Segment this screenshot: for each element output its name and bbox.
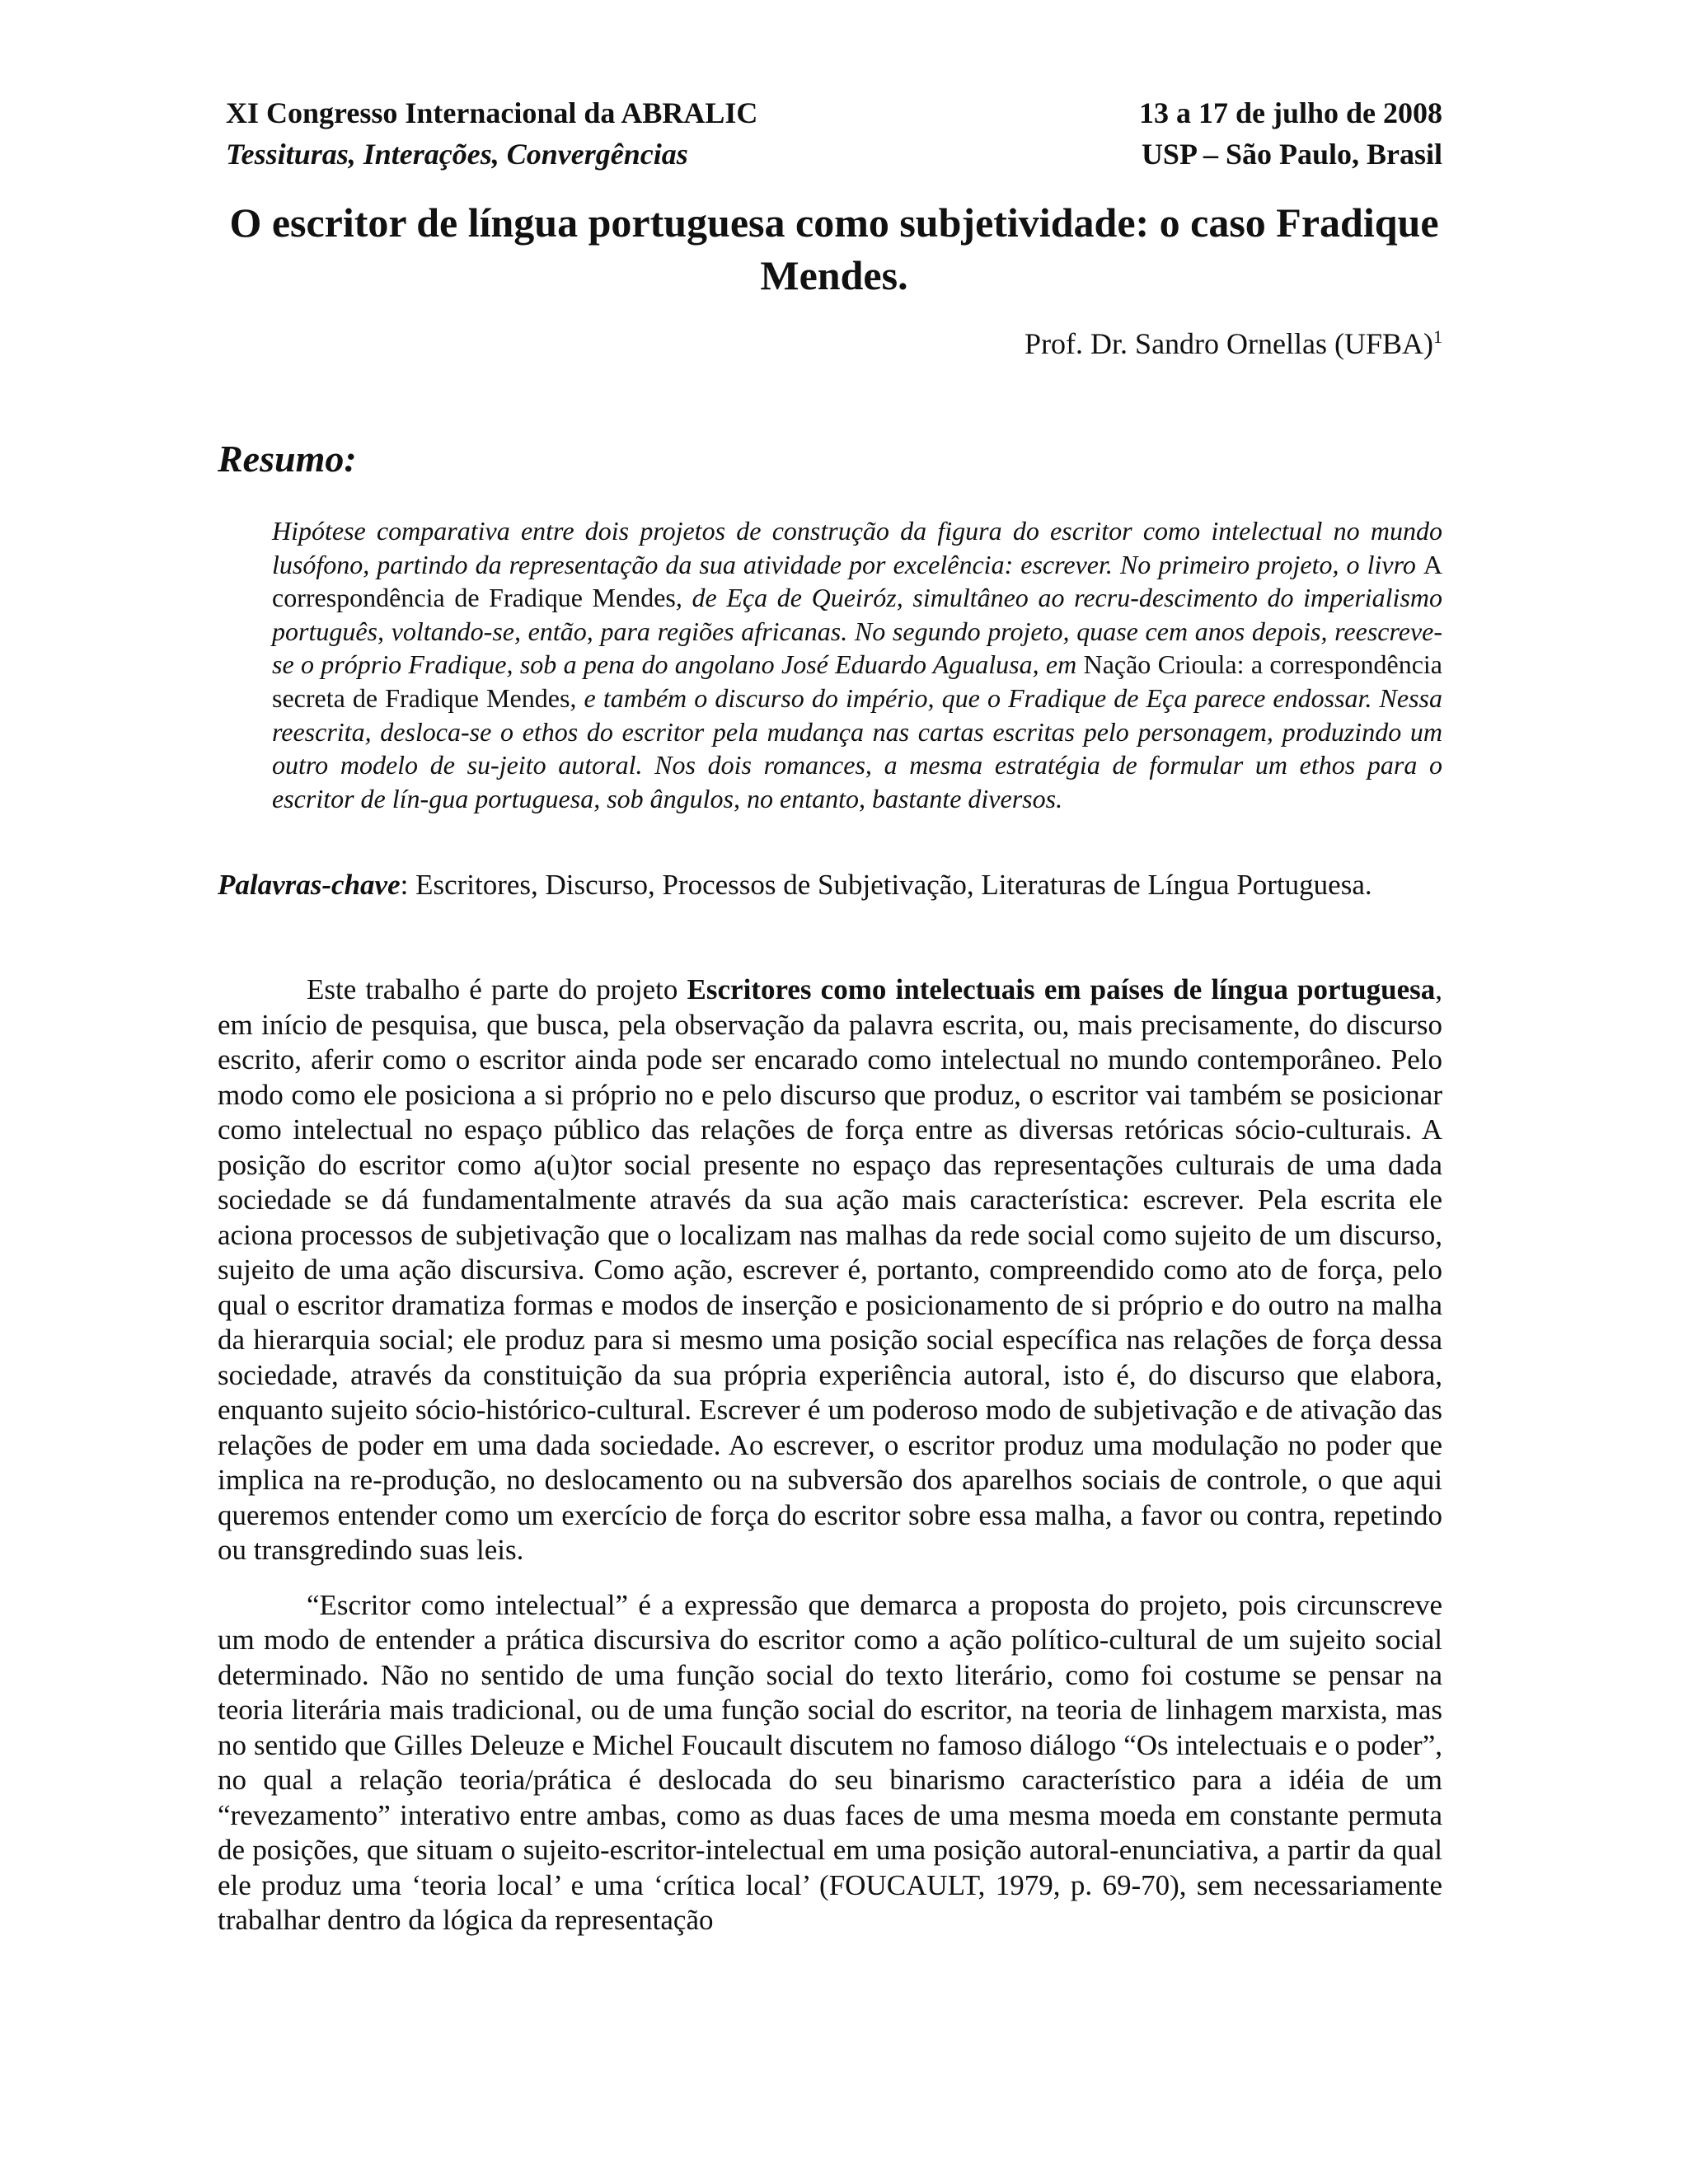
conference-dates: 13 a 17 de julho de 2008: [1138, 96, 1442, 129]
conference-location: USP – São Paulo, Brasil: [1141, 138, 1442, 171]
abstract-heading: Resumo:: [218, 438, 357, 480]
paper-title: O escritor de língua portuguesa como subjetividade: o caso Fradique Mendes.: [229, 199, 1439, 298]
abstract-part-1: Hipótese comparativa entre dois projetos de construção da figura do escritor como intelectual no mundo lusófono, partindo da representação da sua atividade por excelência: escrever. No primeiro projeto, o livro: [272, 516, 1442, 579]
footnote-mark: 1: [1433, 326, 1442, 347]
keywords-line: [218, 867, 1470, 903]
conference-subtitle: Tessituras, Interações, Convergências: [226, 138, 688, 171]
author-name: Prof. Dr. Sandro Ornellas (UFBA): [1025, 327, 1433, 360]
body-p1-intro: Este trabalho é parte do projeto: [307, 973, 687, 1005]
abstract-book-title-1: A correspondência de Fradique Mendes: [272, 549, 1442, 613]
abstract-part-3: , e também o discurso do império, que o Fradique de Eça parece endossar. Nessa reescrita, desloca-se o ethos do escritor pela mudança nas cartas escritas pelo personagem, produzindo um outro modelo de su-jeito autoral. Nos dois romances, a mesma estratégia de formular um ethos para o escritor de lín-gua portuguesa, sob ângulos, no entanto, bastante diversos.: [272, 682, 1443, 813]
author-line: [1025, 326, 1442, 361]
conference-name: XI Congresso Internacional da ABRALIC: [226, 96, 758, 129]
abstract-part-2: , de Eça de Queiróz, simultâneo ao recru-descimento do imperialismo português, voltando-se, então, para regiões africanas. No segundo projeto, quase cem anos depois, reescreve-se o próprio Fradique, sob a pena do angolano José Eduardo Agualusa, em: [272, 583, 1443, 680]
keywords-label: Palavras-chave: [218, 869, 401, 901]
abstract-book-title-2: Nação Crioula: a correspondência secreta de Fradique Mendes: [272, 649, 1443, 713]
body-paragraph-1: [218, 972, 1442, 1568]
header-left: [226, 92, 757, 175]
header-right: [1139, 92, 1442, 175]
body-text: [218, 972, 1442, 1938]
body-p1-rest: , em início de pesquisa, que busca, pela observação da palavra escrita, ou, mais precisamente, do discurso escrito, aferir como o escritor ainda pode ser encarado como intelectual no mundo contemporâneo. Pelo modo como ele posiciona a si próprio no e pelo discurso que produz, o escritor vai também se posicionar como intelectual no espaço público das relações de força entre as diversas retóricas sócio-culturais. A posição do escritor como a(u)tor social presente no espaço das representações culturais de uma dada sociedade se dá fundamentalmente através da sua ação mais característica: escrever. Pela escrita ele aciona processos de subjetivação que o localizam nas malhas da rede social como sujeito de um discurso, sujeito de uma ação discursiva. Como ação, escrever é, portanto, compreendido como ato de força, pelo qual o escritor dramatiza formas e modos de inserção e posicionamento de si próprio e do outro na malha da hierarquia social; ele produz para si mesmo uma posição social específica nas relações de força dessa sociedade, através da constituição da sua própria experiência autoral, isto é, do discurso que elabora, enquanto sujeito sócio-histórico-cultural. Escrever é um poderoso modo de subjetivação e de ativação das relações de poder em uma dada sociedade. Ao escrever, o escritor produz uma modulação no poder que implica na re-produção, no deslocamento ou na subversão dos aparelhos sociais de controle, o que aqui queremos entender como um exercício de força do escritor sobre essa malha, a favor ou contra, repetindo ou transgredindo suas leis.: [218, 973, 1442, 1566]
project-title: Escritores como intelectuais em países de língua portuguesa: [687, 973, 1436, 1005]
abstract-text: [272, 514, 1442, 815]
keywords-text: : Escritores, Discurso, Processos de Subjetivação, Literaturas de Língua Portuguesa.: [400, 869, 1372, 901]
body-paragraph-2: “Escritor como intelectual” é a expressão que demarca a proposta do projeto, pois circunscreve um modo de entender a prática discursiva do escritor como a ação político-cultural de um sujeito social determinado. Não no sentido de uma função social do texto literário, como foi costume se pensar na teoria literária mais tradicional, ou de uma função social do escritor, na teoria de linhagem marxista, mas no sentido que Gilles Deleuze e Michel Foucault discutem no famoso diálogo “Os intelectuais e o poder”, no qual a relação teoria/prática é deslocada do seu binarismo característico para a idéia de um “revezamento” interativo entre ambas, como as duas faces de uma mesma moeda em constante permuta de posições, que situam o sujeito-escritor-intelectual em uma posição autoral-enunciativa, a partir da qual ele produz uma ‘teoria local’ e uma ‘crítica local’ (FOUCAULT, 1979, p. 69-70), sem necessariamente trabalhar dentro da lógica da representação: [218, 1588, 1442, 1936]
